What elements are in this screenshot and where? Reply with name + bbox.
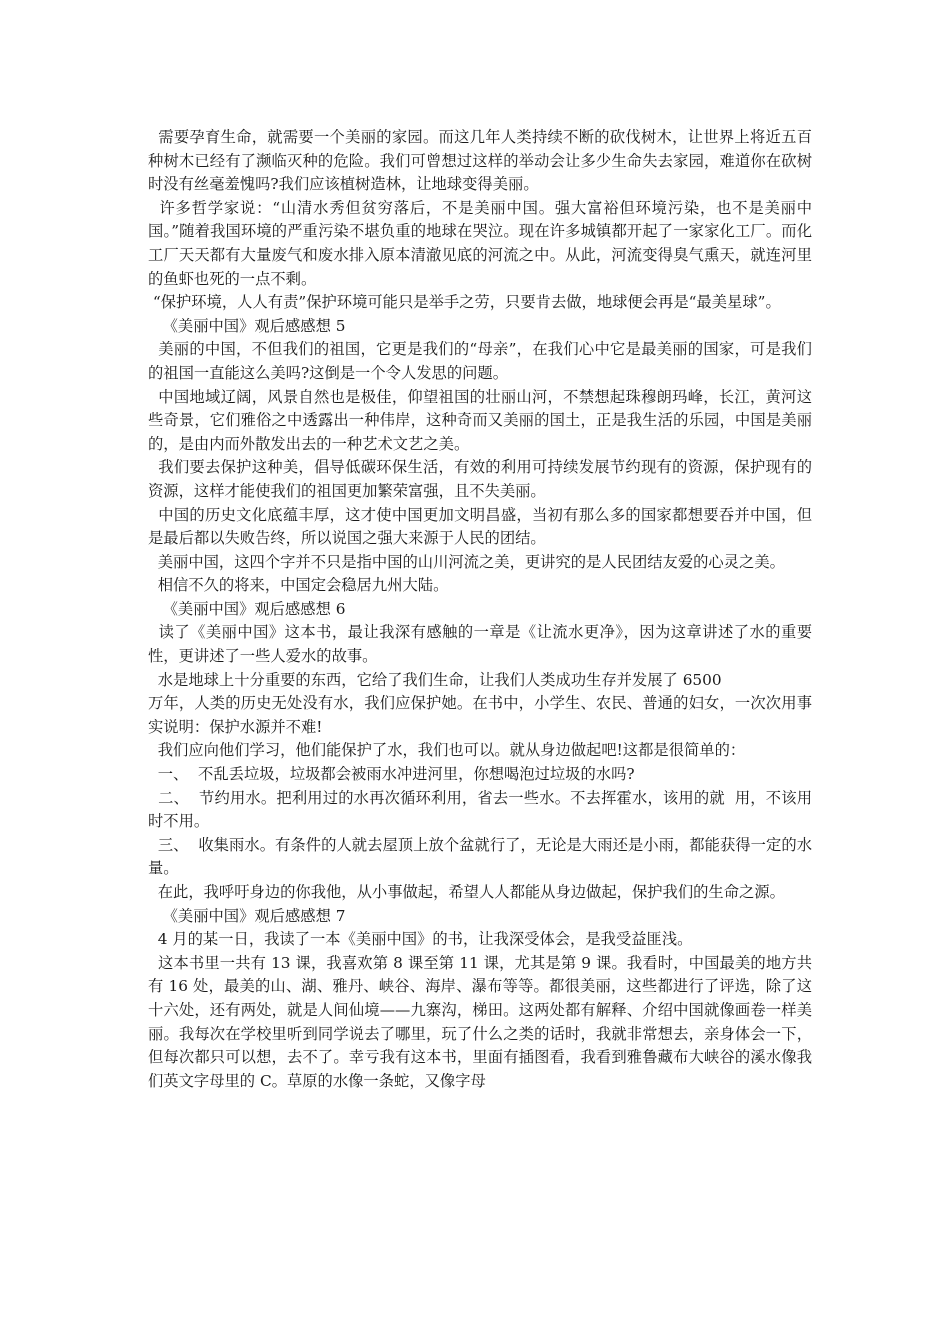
- document-body: [148, 126, 812, 1093]
- paragraph: 美丽的中国，不但我们的祖国，它更是我们的“母亲”，在我们心中它是最美丽的国家，可是我们的祖国一直能这么美吗?这倒是一个令人发思的问题。: [148, 340, 812, 382]
- paragraph: 4 月的某一日，我读了一本《美丽中国》的书，让我深受体会，是我受益匪浅。: [148, 930, 693, 949]
- paragraph: 水是地球上十分重要的东西，它给了我们生命，让我们人类成功生存并发展了 6500 万年，人类的历史无处没有水，我们应保护她。在书中，小学生、农民、普通的妇女，一次次用事实说明：保护水源并不难!: [148, 670, 812, 736]
- paragraph: 在此，我呼吁身边的你我他，从小事做起，希望人人都能从身边做起，保护我们的生命之源。: [148, 883, 785, 901]
- paragraph: 我们应向他们学习，他们能保护了水，我们也可以。就从身边做起吧!这都是很简单的：: [148, 741, 746, 760]
- paragraph: 中国地域辽阔，风景自然也是极佳，仰望祖国的壮丽山河，不禁想起珠穆朗玛峰，长江，黄河这些奇景，它们雅俗之中透露出一种伟岸，这种奇而又美丽的国土，正是我生活的乐园，中国是美丽的，是由内而外散发出去的一种艺术文艺之美。: [148, 387, 812, 453]
- paragraph: 这本书里一共有 13 课，我喜欢第 8 课至第 11 课，尤其是第 9 课。我看时，中国最美的地方共有 16 处，最美的山、湖、雅丹、峡谷、海岸、瀑布等等。都很美丽，这些都进行了评选，除了这十六处，还有两处，就是人间仙境——九寨沟，梯田。这两处都有解释、介绍中国就像画卷一样美丽。我每次在学校里听到同学说去了哪里，玩了什么之类的话时，我就非常想去，亲身体会一下，但每次都只可以想，去不了。幸亏我有这本书，里面有插图看，我看到雅鲁藏布大峡谷的溪水像我们英文字母里的 C。草原的水像一条蛇，又像字母: [148, 953, 813, 1090]
- paragraph: “保护环境，人人有责”保护环境可能只是举手之劳，只要肯去做，地球便会再是“最美星球”。: [148, 293, 781, 312]
- paragraph: 我们要去保护这种美，倡导低碳环保生活，有效的利用可持续发展节约现有的资源，保护现有的资源，这样才能使我们的祖国更加繁荣富强，且不失美丽。: [148, 458, 812, 500]
- paragraph: 美丽中国，这四个字并不只是指中国的山川河流之美，更讲究的是人民团结友爱的心灵之美。: [148, 552, 785, 571]
- section-heading: 《美丽中国》观后感感想 6: [148, 599, 346, 618]
- section-heading: 《美丽中国》观后感感想 7: [148, 906, 346, 925]
- list-item: 一、 不乱丢垃圾，垃圾都会被雨水冲进河里，你想喝泡过垃圾的水吗?: [148, 765, 635, 784]
- list-item: 二、 节约用水。把利用过的水再次循环利用，省去一些水。不去挥霍水，该用的就 用，不该用时不用。: [148, 788, 812, 831]
- paragraph: 读了《美丽中国》这本书，最让我深有感触的一章是《让流水更净》，因为这章讲述了水的重要性，更讲述了一些人爱水的故事。: [148, 623, 812, 666]
- section-heading: 《美丽中国》观后感感想 5: [148, 316, 346, 335]
- paragraph: 中国的历史文化底蕴丰厚，这才使中国更加文明昌盛，当初有那么多的国家都想要吞并中国，但是最后都以失败告终，所以说国之强大来源于人民的团结。: [148, 505, 812, 548]
- paragraph: 相信不久的将来，中国定会稳居九州大陆。: [148, 576, 449, 595]
- paragraph: 需要孕育生命，就需要一个美丽的家园。而这几年人类持续不断的砍伐树木，让世界上将近五百种树木已经有了濒临灭种的危险。我们可曾想过这样的举动会让多少生命失去家园，难道你在砍树时没有丝毫羞愧吗?我们应该植树造林，让地球变得美丽。: [148, 128, 812, 194]
- list-item: 三、 收集雨水。有条件的人就去屋顶上放个盆就行了，无论是大雨还是小雨，都能获得一定的水量。: [148, 835, 812, 878]
- paragraph: 许多哲学家说：“山清水秀但贫穷落后，不是美丽中国。强大富裕但环境污染，也不是美丽中国。”随着我国环境的严重污染不堪负重的地球在哭泣。现在许多城镇都开起了一家家化工厂。而化工厂天天都有大量废气和废水排入原本清澈见底的河流之中。从此，河流变得臭气熏天，就连河里的鱼虾也死的一点不剩。: [148, 198, 812, 288]
